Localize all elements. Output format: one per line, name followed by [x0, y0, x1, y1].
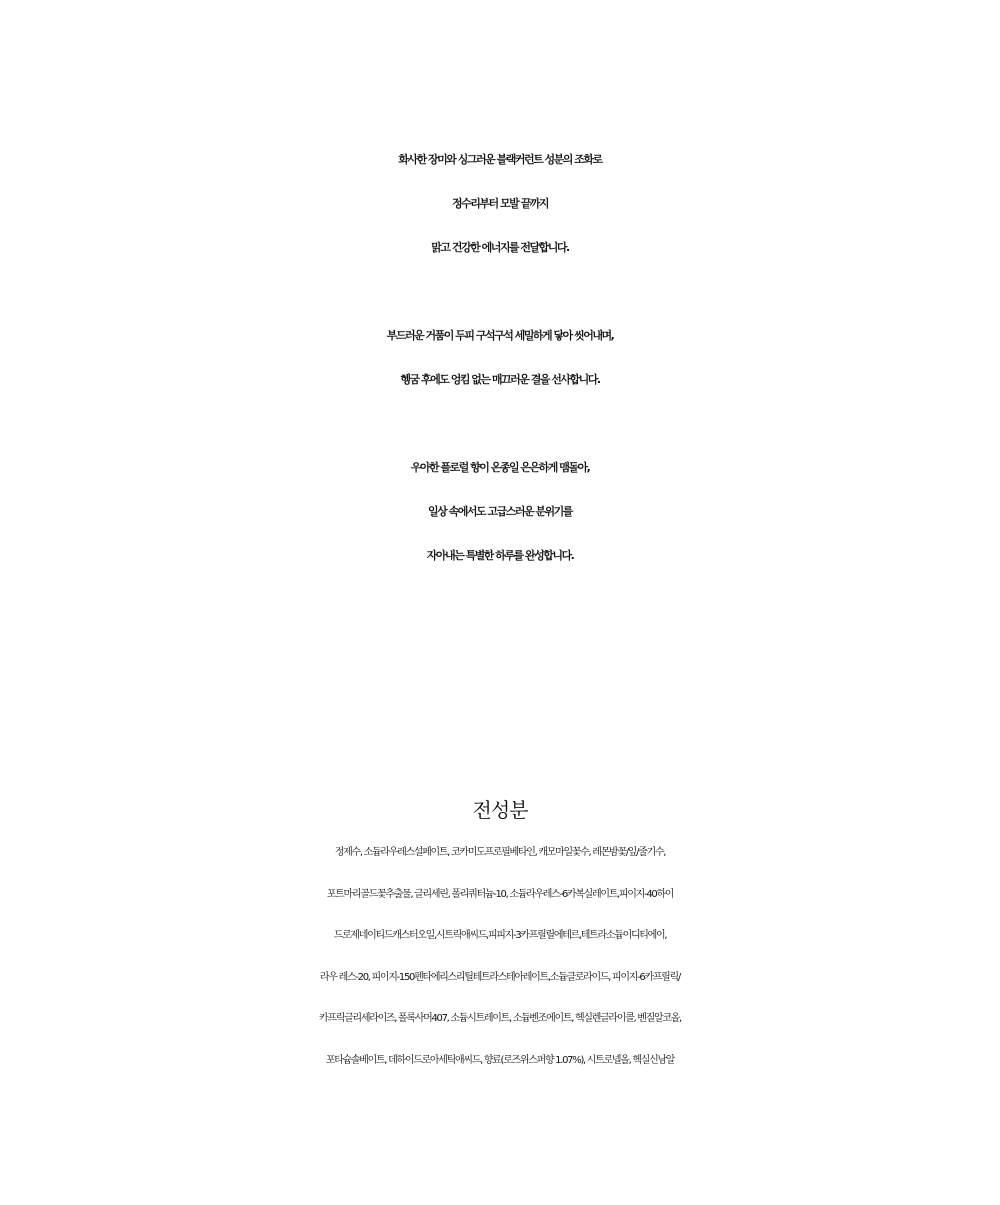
intro-line: 헹굼 후에도 엉킴 없는 매끄러운 결을 선사합니다. [400, 373, 600, 386]
intro-line: 정수리부터 모발 끝까지 [452, 197, 548, 210]
intro-line: 부드러운 거품이 두피 구석구석 세밀하게 닿아 씻어내며, [386, 329, 614, 342]
intro-line: 우아한 플로럴 향이 온종일 은은하게 맴돌아, [410, 461, 590, 474]
intro-line: 화사한 장미와 싱그러운 블랙커런트 성분의 조화로 [398, 153, 602, 166]
intro-paragraph-1 [0, 138, 1000, 270]
ingredients-line: 드로제네이티드캐스터오일,시트릭애씨드,피피지-3카프릴릴에테르,테트라소듐이디티에이, [333, 930, 667, 941]
ingredients-line: 포트마리골드꽃추출물, 글리세린, 폴리쿼터늄-10, 소듐라우레스-6카복실레이트,피이지-40하이 [326, 888, 674, 900]
intro-section [0, 138, 1000, 622]
intro-paragraph-3 [0, 446, 1000, 578]
ingredients-title: 전성분 [472, 798, 528, 822]
ingredients-section [0, 790, 1000, 1081]
ingredients-line: 포타슘솔베이트, 데하이드로아세틱애씨드, 향료(로즈위스퍼향 1.07%), 시트로넬올, 헥실신남알 [325, 1054, 675, 1066]
intro-paragraph-2 [0, 314, 1000, 402]
intro-line: 맑고 건강한 에너지를 전달합니다. [431, 241, 569, 254]
ingredients-line: 정제수, 소듐라우레스설페이트, 코카미도프로필베타인, 캐모마일꽃수, 레몬밤꽃/잎/줄기수, [334, 847, 666, 858]
ingredients-line: 라우 레스-20, 피이지-150펜타에리스리틸테트라스테아레이트,소듐클로라이드, 피이지-6카프릴릭/ [320, 971, 680, 983]
intro-line: 자아내는 특별한 하루를 완성합니다. [426, 549, 574, 562]
ingredients-line: 카프릭글리세라이즈, 폴록사머407, 소듐시트레이트, 소듐벤조에이트, 헥실렌글라이콜, 벤질알코올, [319, 1013, 681, 1024]
intro-line: 일상 속에서도 고급스러운 분위기를 [428, 505, 572, 518]
